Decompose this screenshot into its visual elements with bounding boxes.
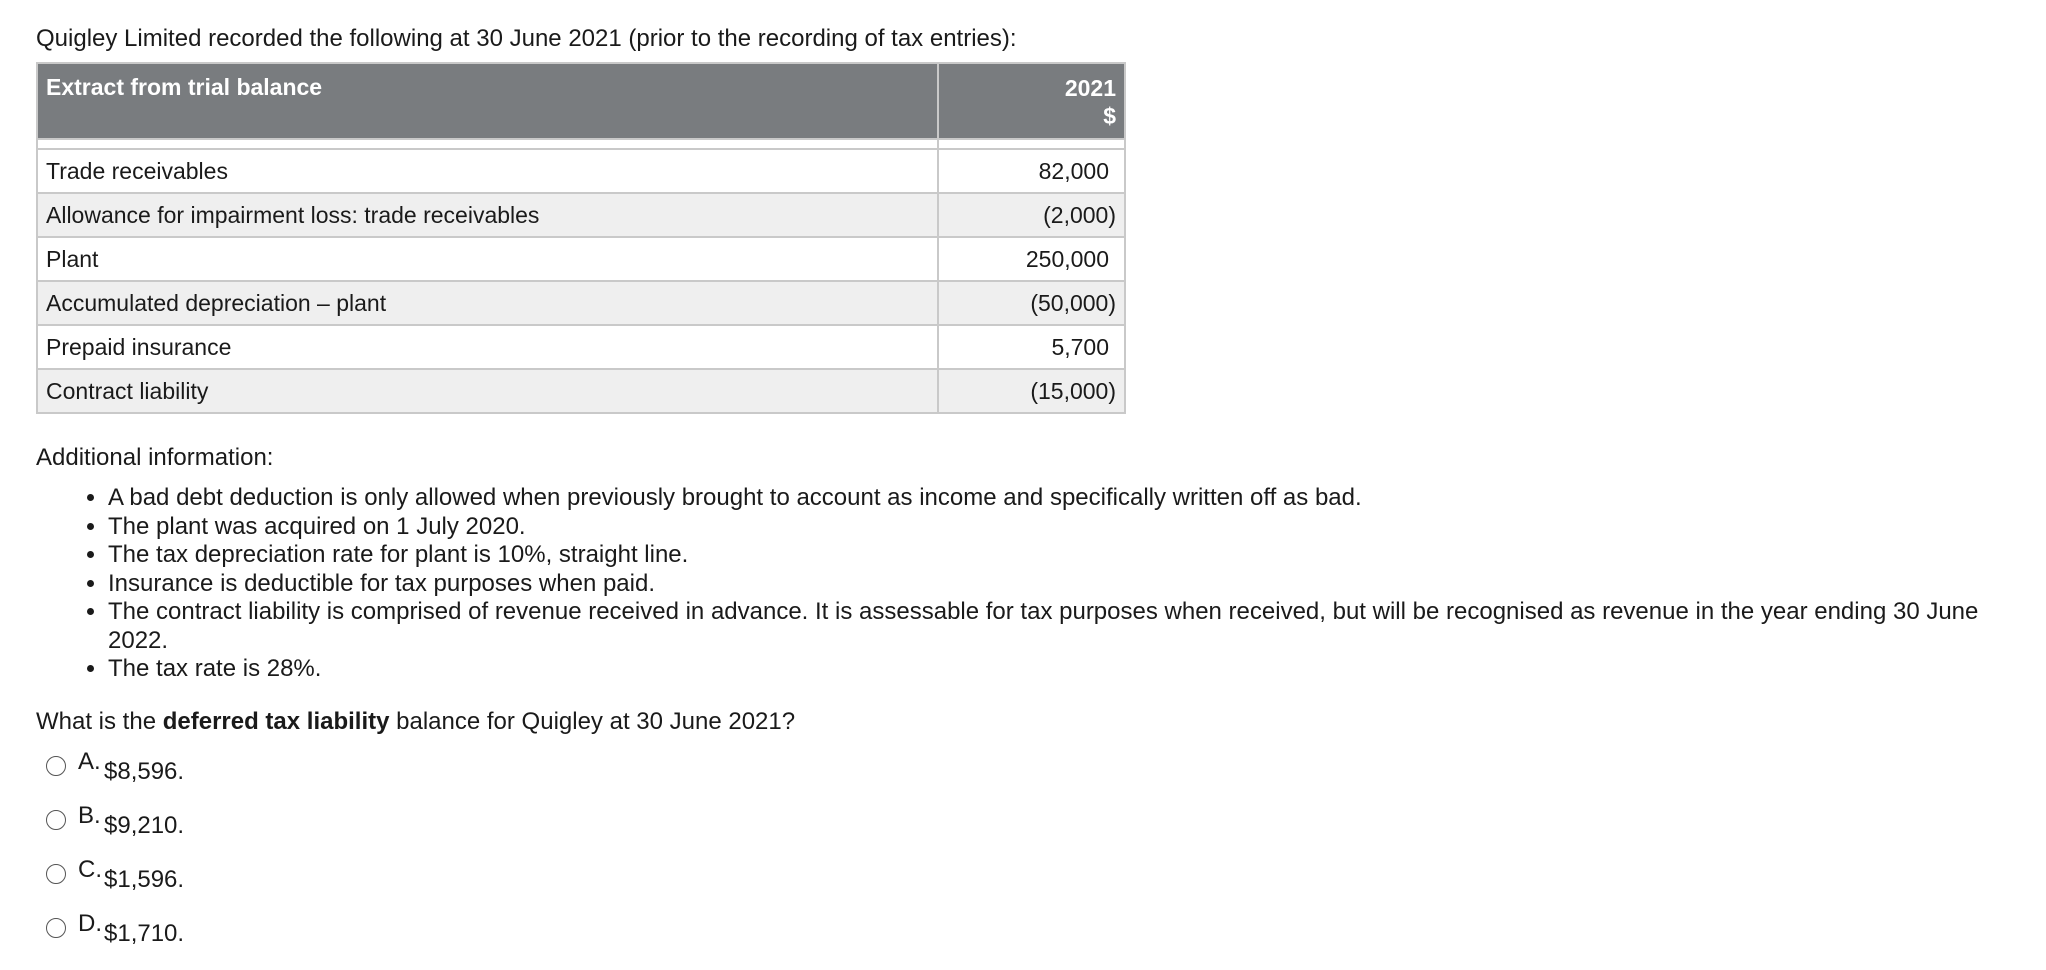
question-prefix: What is the xyxy=(36,707,163,735)
question-content xyxy=(36,22,2026,960)
option-letter: C. xyxy=(78,855,102,883)
list-item: • The tax depreciation rate for plant is 10%, straight line. xyxy=(108,541,2026,570)
row-label: Contract liability xyxy=(37,369,938,413)
option-d[interactable] xyxy=(36,906,2026,960)
row-amount: (2,000) xyxy=(938,193,1125,237)
option-c[interactable] xyxy=(36,852,2026,906)
table-row xyxy=(37,237,1125,281)
trial-balance-table xyxy=(36,62,1126,414)
answer-options xyxy=(36,744,2026,960)
radio-button-a[interactable] xyxy=(46,756,66,776)
table-row xyxy=(37,369,1125,413)
additional-info-list xyxy=(36,484,2026,684)
table-row xyxy=(37,149,1125,193)
row-label: Plant xyxy=(37,237,938,281)
option-letter: A. xyxy=(78,747,101,775)
table-row xyxy=(37,281,1125,325)
row-amount: 250,000 xyxy=(938,237,1125,281)
table-row xyxy=(37,325,1125,369)
header-label: Extract from trial balance xyxy=(37,63,938,139)
option-text: $8,596. xyxy=(104,757,185,785)
row-amount: (15,000) xyxy=(938,369,1125,413)
row-label: Allowance for impairment loss: trade receivables xyxy=(37,193,938,237)
list-item: • The plant was acquired on 1 July 2020. xyxy=(108,513,2026,542)
row-label: Accumulated depreciation – plant xyxy=(37,281,938,325)
list-item: • Insurance is deductible for tax purposes when paid. xyxy=(108,570,2026,599)
header-unit: $ xyxy=(1103,103,1116,129)
row-amount: (50,000) xyxy=(938,281,1125,325)
radio-button-c[interactable] xyxy=(46,864,66,884)
list-item: • The contract liability is comprised of revenue received in advance. It is assessable for tax purposes when received, but will be recognised as revenue in the year ending 30 June 2022. xyxy=(108,598,2026,655)
list-item: • The tax rate is 28%. xyxy=(108,655,2026,684)
option-text: $9,210. xyxy=(104,811,185,839)
radio-button-d[interactable] xyxy=(46,918,66,938)
option-letter: D. xyxy=(78,909,102,937)
header-year-column xyxy=(938,63,1125,139)
row-label: Prepaid insurance xyxy=(37,325,938,369)
table-row xyxy=(37,193,1125,237)
intro-text: Quigley Limited recorded the following at 30 June 2021 (prior to the recording of tax entries): xyxy=(36,25,1017,52)
row-amount: 82,000 xyxy=(938,149,1125,193)
spacer-row xyxy=(37,139,1125,149)
header-year: 2021 xyxy=(1064,75,1116,101)
option-a[interactable] xyxy=(36,744,2026,798)
question-emphasis: deferred tax liability xyxy=(162,707,390,735)
table-header-row xyxy=(37,63,1125,139)
option-b[interactable] xyxy=(36,798,2026,852)
option-text: $1,710. xyxy=(104,919,185,947)
question-suffix: balance for Quigley at 30 June 2021? xyxy=(389,707,796,735)
option-text: $1,596. xyxy=(104,865,185,893)
radio-button-b[interactable] xyxy=(46,810,66,830)
row-label: Trade receivables xyxy=(37,149,938,193)
list-item: • A bad debt deduction is only allowed when previously brought to account as income and specifically written off as bad. xyxy=(108,484,2026,513)
question-text xyxy=(36,706,2026,738)
row-amount: 5,700 xyxy=(938,325,1125,369)
option-letter: B. xyxy=(78,801,101,829)
additional-info-heading: Additional information: xyxy=(36,444,274,471)
